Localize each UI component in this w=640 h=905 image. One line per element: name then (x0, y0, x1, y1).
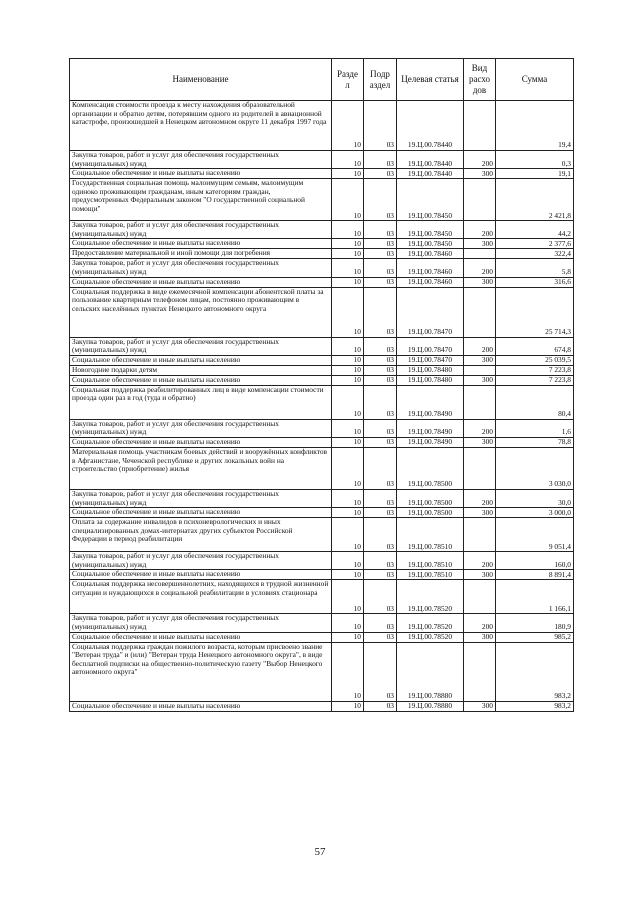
table-row (70, 489, 574, 507)
row-name-cell: Закупка товаров, работ и услуг для обеспечения государственных (муниципальных) нужд (70, 259, 332, 277)
row-podrazdel-cell: 03 (364, 570, 397, 580)
row-target-cell: 19.Ц.00.78450 (397, 221, 464, 239)
row-target-cell: 19.Ц.00.78500 (397, 508, 464, 518)
row-target-cell: 19.Ц.00.78480 (397, 375, 464, 385)
row-podrazdel-cell: 03 (364, 701, 397, 711)
row-exp-type-cell: 200 (464, 221, 496, 239)
row-sum-cell: 983,2 (496, 642, 574, 701)
row-sum-cell: 78,8 (496, 437, 574, 447)
row-razdel-cell: 10 (332, 419, 364, 437)
row-name-cell: Закупка товаров, работ и услуг для обеспечения государственных (муниципальных) нужд (70, 489, 332, 507)
row-podrazdel-cell: 03 (364, 151, 397, 169)
row-razdel-cell: 10 (332, 447, 364, 489)
row-sum-cell: 9 051,4 (496, 518, 574, 552)
row-podrazdel-cell: 03 (364, 337, 397, 355)
row-name-cell: Социальное обеспечение и иные выплаты населению (70, 508, 332, 518)
row-target-cell: 19.Ц.00.78460 (397, 249, 464, 259)
row-name-cell: Государственная социальная помощь малоимущим семьям, малоимущим одиноко проживающим гражданам, иным категориям граждан, предусмотренных Федеральным законом "О государственной социальной помощи" (70, 179, 332, 221)
table-row (70, 419, 574, 437)
row-target-cell: 19.Ц.00.78440 (397, 101, 464, 151)
row-sum-cell: 7 223,8 (496, 365, 574, 375)
table-row (70, 375, 574, 385)
row-podrazdel-cell: 03 (364, 552, 397, 570)
row-target-cell: 19.Ц.00.78500 (397, 489, 464, 507)
row-razdel-cell: 10 (332, 355, 364, 365)
row-sum-cell: 180,9 (496, 614, 574, 632)
row-podrazdel-cell: 03 (364, 437, 397, 447)
row-razdel-cell: 10 (332, 614, 364, 632)
row-exp-type-cell: 300 (464, 239, 496, 249)
row-target-cell: 19.Ц.00.78440 (397, 151, 464, 169)
row-podrazdel-cell: 03 (364, 355, 397, 365)
row-exp-type-cell (464, 179, 496, 221)
header-sum: Сумма (496, 59, 574, 101)
header-razdel: Разде л (332, 59, 364, 101)
row-target-cell: 19.Ц.00.78880 (397, 701, 464, 711)
row-exp-type-cell (464, 249, 496, 259)
row-name-cell: Закупка товаров, работ и услуг для обеспечения государственных (муниципальных) нужд (70, 552, 332, 570)
row-podrazdel-cell: 03 (364, 632, 397, 642)
row-name-cell: Социальное обеспечение и иные выплаты населению (70, 375, 332, 385)
table-row (70, 614, 574, 632)
row-exp-type-cell: 200 (464, 151, 496, 169)
row-target-cell: 19.Ц.00.78520 (397, 614, 464, 632)
row-target-cell: 19.Ц.00.78440 (397, 169, 464, 179)
row-target-cell: 19.Ц.00.78470 (397, 337, 464, 355)
row-name-cell: Новогодние подарки детям (70, 365, 332, 375)
row-exp-type-cell: 200 (464, 489, 496, 507)
row-sum-cell: 19,4 (496, 101, 574, 151)
row-podrazdel-cell: 03 (364, 221, 397, 239)
row-target-cell: 19.Ц.00.78520 (397, 632, 464, 642)
row-target-cell: 19.Ц.00.78490 (397, 437, 464, 447)
header-name: Наименование (70, 59, 332, 101)
row-podrazdel-cell: 03 (364, 419, 397, 437)
row-sum-cell: 160,0 (496, 552, 574, 570)
row-exp-type-cell (464, 642, 496, 701)
row-razdel-cell: 10 (332, 221, 364, 239)
row-razdel-cell: 10 (332, 489, 364, 507)
row-sum-cell: 3 000,0 (496, 508, 574, 518)
row-razdel-cell: 10 (332, 385, 364, 419)
row-podrazdel-cell: 03 (364, 239, 397, 249)
row-exp-type-cell (464, 287, 496, 337)
page-number: 57 (314, 846, 326, 858)
row-name-cell: Закупка товаров, работ и услуг для обеспечения государственных (муниципальных) нужд (70, 337, 332, 355)
row-razdel-cell: 10 (332, 508, 364, 518)
row-exp-type-cell: 300 (464, 277, 496, 287)
row-exp-type-cell: 300 (464, 355, 496, 365)
row-razdel-cell: 10 (332, 169, 364, 179)
row-exp-type-cell (464, 385, 496, 419)
row-podrazdel-cell: 03 (364, 101, 397, 151)
table-row (70, 337, 574, 355)
row-podrazdel-cell: 03 (364, 580, 397, 614)
row-name-cell: Социальное обеспечение и иные выплаты населению (70, 632, 332, 642)
budget-table (69, 58, 574, 712)
row-name-cell: Закупка товаров, работ и услуг для обеспечения государственных (муниципальных) нужд (70, 419, 332, 437)
row-razdel-cell: 10 (332, 365, 364, 375)
row-exp-type-cell (464, 447, 496, 489)
row-podrazdel-cell: 03 (364, 375, 397, 385)
row-sum-cell: 674,8 (496, 337, 574, 355)
row-name-cell: Социальное обеспечение и иные выплаты населению (70, 239, 332, 249)
table-row (70, 365, 574, 375)
row-name-cell: Социальная поддержка реабилитированных лиц в виде компенсации стоимости проезда один раз в год (туда и обратно) (70, 385, 332, 419)
row-razdel-cell: 10 (332, 437, 364, 447)
header-podrazdel: Подр аздел (364, 59, 397, 101)
row-razdel-cell: 10 (332, 179, 364, 221)
row-target-cell: 19.Ц.00.78470 (397, 287, 464, 337)
row-exp-type-cell (464, 365, 496, 375)
row-name-cell: Компенсация стоимости проезда к месту нахождения образовательной организации и обратно детям, потерявшим одного из родителей в авиационной катастрофе, произошедшей в Ненецком автономном округе 11 декабря 1997 года (70, 101, 332, 151)
row-target-cell: 19.Ц.00.78510 (397, 518, 464, 552)
table-row (70, 355, 574, 365)
row-razdel-cell: 10 (332, 375, 364, 385)
row-exp-type-cell (464, 518, 496, 552)
table-row (70, 437, 574, 447)
table-row (70, 249, 574, 259)
row-name-cell: Закупка товаров, работ и услуг для обеспечения государственных (муниципальных) нужд (70, 151, 332, 169)
row-sum-cell: 5,8 (496, 259, 574, 277)
row-target-cell: 19.Ц.00.78450 (397, 179, 464, 221)
row-exp-type-cell: 200 (464, 419, 496, 437)
row-exp-type-cell: 200 (464, 614, 496, 632)
row-podrazdel-cell: 03 (364, 642, 397, 701)
table-row (70, 701, 574, 711)
row-razdel-cell: 10 (332, 239, 364, 249)
row-razdel-cell: 10 (332, 632, 364, 642)
row-sum-cell: 1 166,1 (496, 580, 574, 614)
table-row (70, 580, 574, 614)
row-sum-cell: 0,3 (496, 151, 574, 169)
row-razdel-cell: 10 (332, 277, 364, 287)
row-razdel-cell: 10 (332, 151, 364, 169)
row-sum-cell: 25 039,5 (496, 355, 574, 365)
row-name-cell: Материальная помощь участникам боевых действий и вооружённых конфликтов в Афганистане, Чеченской республике и других локальных войн на строительство (приобретение) жилья (70, 447, 332, 489)
row-razdel-cell: 10 (332, 570, 364, 580)
row-podrazdel-cell: 03 (364, 447, 397, 489)
row-target-cell: 19.Ц.00.78470 (397, 355, 464, 365)
row-name-cell: Социальная поддержка несовершеннолетних, находящихся в трудной жизненной ситуации и нуждающихся в социальной реабилитации в условиях стационара (70, 580, 332, 614)
row-razdel-cell: 10 (332, 580, 364, 614)
table-row (70, 101, 574, 151)
row-exp-type-cell (464, 580, 496, 614)
row-name-cell: Социальное обеспечение и иные выплаты населению (70, 570, 332, 580)
row-razdel-cell: 10 (332, 518, 364, 552)
header-row (70, 59, 574, 101)
row-razdel-cell: 10 (332, 552, 364, 570)
table-row (70, 570, 574, 580)
row-exp-type-cell (464, 101, 496, 151)
row-name-cell: Социальное обеспечение и иные выплаты населению (70, 169, 332, 179)
row-sum-cell: 1,6 (496, 419, 574, 437)
header-target: Целевая статья (397, 59, 464, 101)
row-podrazdel-cell: 03 (364, 277, 397, 287)
table-row (70, 151, 574, 169)
row-sum-cell: 25 714,3 (496, 287, 574, 337)
row-podrazdel-cell: 03 (364, 385, 397, 419)
row-sum-cell: 983,2 (496, 701, 574, 711)
table-row (70, 385, 574, 419)
table-row (70, 239, 574, 249)
row-sum-cell: 80,4 (496, 385, 574, 419)
row-podrazdel-cell: 03 (364, 169, 397, 179)
row-exp-type-cell: 300 (464, 375, 496, 385)
row-name-cell: Социальное обеспечение и иные выплаты населению (70, 437, 332, 447)
row-name-cell: Закупка товаров, работ и услуг для обеспечения государственных (муниципальных) нужд (70, 221, 332, 239)
row-name-cell: Предоставление материальной и иной помощи для погребения (70, 249, 332, 259)
row-razdel-cell: 10 (332, 337, 364, 355)
row-razdel-cell: 10 (332, 101, 364, 151)
row-target-cell: 19.Ц.00.78510 (397, 552, 464, 570)
row-sum-cell: 316,6 (496, 277, 574, 287)
row-razdel-cell: 10 (332, 287, 364, 337)
row-target-cell: 19.Ц.00.78880 (397, 642, 464, 701)
row-target-cell: 19.Ц.00.78510 (397, 570, 464, 580)
row-razdel-cell: 10 (332, 701, 364, 711)
row-exp-type-cell: 300 (464, 437, 496, 447)
row-sum-cell: 44,2 (496, 221, 574, 239)
row-target-cell: 19.Ц.00.78480 (397, 365, 464, 375)
row-exp-type-cell: 200 (464, 337, 496, 355)
row-razdel-cell: 10 (332, 259, 364, 277)
row-sum-cell: 985,2 (496, 632, 574, 642)
row-name-cell: Социальное обеспечение и иные выплаты населению (70, 355, 332, 365)
row-exp-type-cell: 200 (464, 552, 496, 570)
row-name-cell: Социальное обеспечение и иные выплаты населению (70, 701, 332, 711)
table-row (70, 179, 574, 221)
row-exp-type-cell: 300 (464, 632, 496, 642)
row-target-cell: 19.Ц.00.78490 (397, 385, 464, 419)
row-sum-cell: 322,4 (496, 249, 574, 259)
row-razdel-cell: 10 (332, 249, 364, 259)
row-exp-type-cell: 300 (464, 570, 496, 580)
row-exp-type-cell: 300 (464, 169, 496, 179)
row-name-cell: Социальная поддержка граждан пожилого возраста, которым присвоено звание "Ветеран труда" и (или) "Ветеран труда Ненецкого автономного округа", в виде бесплатной подписки на общественно-политическую газету "Выбор Ненецкого автономного округа" (70, 642, 332, 701)
row-sum-cell: 19,1 (496, 169, 574, 179)
row-target-cell: 19.Ц.00.78490 (397, 419, 464, 437)
table-row (70, 221, 574, 239)
row-razdel-cell: 10 (332, 642, 364, 701)
row-sum-cell: 3 030,0 (496, 447, 574, 489)
row-target-cell: 19.Ц.00.78450 (397, 239, 464, 249)
table-row (70, 259, 574, 277)
row-exp-type-cell: 200 (464, 259, 496, 277)
row-target-cell: 19.Ц.00.78460 (397, 277, 464, 287)
table-row (70, 287, 574, 337)
row-sum-cell: 8 891,4 (496, 570, 574, 580)
row-sum-cell: 30,0 (496, 489, 574, 507)
row-sum-cell: 2 377,6 (496, 239, 574, 249)
table-row (70, 277, 574, 287)
row-target-cell: 19.Ц.00.78500 (397, 447, 464, 489)
table-row (70, 508, 574, 518)
row-exp-type-cell: 300 (464, 701, 496, 711)
row-exp-type-cell: 300 (464, 508, 496, 518)
row-target-cell: 19.Ц.00.78520 (397, 580, 464, 614)
row-name-cell: Закупка товаров, работ и услуг для обеспечения государственных (муниципальных) нужд (70, 614, 332, 632)
row-podrazdel-cell: 03 (364, 179, 397, 221)
row-podrazdel-cell: 03 (364, 508, 397, 518)
row-podrazdel-cell: 03 (364, 249, 397, 259)
row-podrazdel-cell: 03 (364, 365, 397, 375)
table-row (70, 642, 574, 701)
table-row (70, 552, 574, 570)
row-name-cell: Оплата за содержание инвалидов в психоневрологических и иных специализированных домах-интернатах других субъектов Российской Федерации в период реабилитации (70, 518, 332, 552)
table-row (70, 169, 574, 179)
row-podrazdel-cell: 03 (364, 518, 397, 552)
row-podrazdel-cell: 03 (364, 259, 397, 277)
row-name-cell: Социальная поддержка в виде ежемесячной компенсации абонентской платы за пользование квартирным телефоном лицам, постоянно проживающим в сельских населённых пунктах Ненецкого автономного округа (70, 287, 332, 337)
table-row (70, 447, 574, 489)
row-name-cell: Социальное обеспечение и иные выплаты населению (70, 277, 332, 287)
row-sum-cell: 2 421,8 (496, 179, 574, 221)
row-podrazdel-cell: 03 (364, 489, 397, 507)
row-podrazdel-cell: 03 (364, 614, 397, 632)
table-row (70, 518, 574, 552)
header-exp-type: Вид расхо дов (464, 59, 496, 101)
row-sum-cell: 7 223,8 (496, 375, 574, 385)
table-row (70, 632, 574, 642)
row-target-cell: 19.Ц.00.78460 (397, 259, 464, 277)
row-podrazdel-cell: 03 (364, 287, 397, 337)
